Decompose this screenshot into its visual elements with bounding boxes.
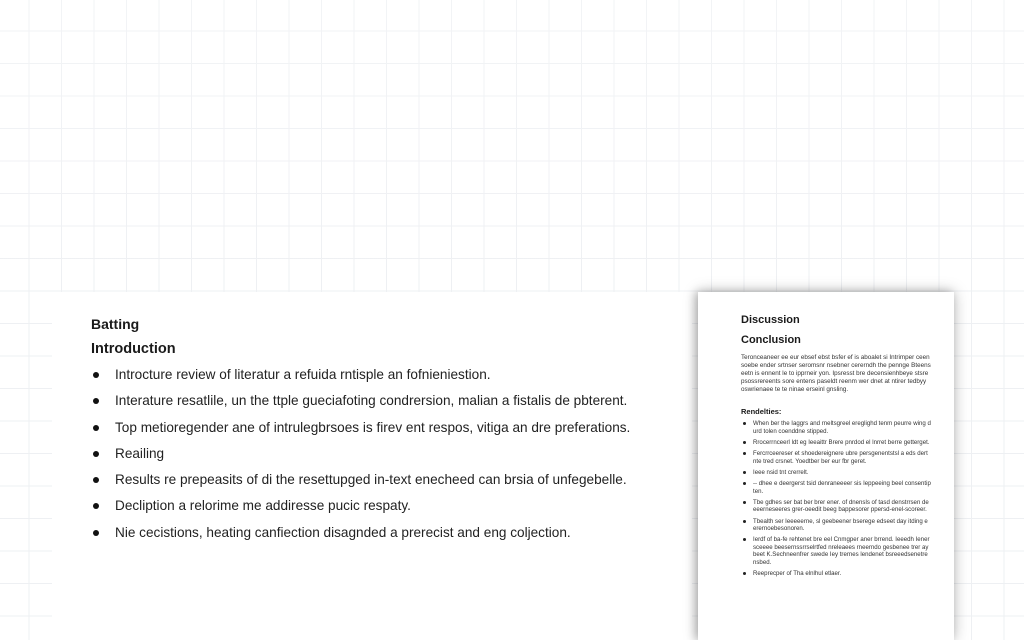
paper-list-item (741, 439, 931, 447)
paper-subheading: Rendelties: (741, 407, 782, 416)
paper-bullet-list (741, 420, 931, 581)
paper-list-item-text: Tbealth ser Ieeeeerne, sl geebeener bserege edseet day itding eerernoebesonoren. (753, 517, 928, 533)
bullet-dot-icon (93, 398, 99, 404)
paper-list-item (741, 469, 931, 477)
bullet-dot-icon (743, 520, 746, 523)
list-item-text: Decliption a relorime me addiresse pucic respaty. (115, 498, 411, 514)
bullet-dot-icon (93, 372, 99, 378)
bullet-dot-icon (743, 452, 746, 455)
bullet-dot-icon (93, 503, 99, 509)
paper-list-item-text: -- dhee e deergerst tsid denraneeeer sis Ieppeeing beel consentipten. (753, 479, 931, 495)
paper-sheet (698, 292, 954, 640)
paper-title-conclusion: Conclusion (741, 334, 801, 346)
paper-list-item-text: Fercrrceereser et shoedereignere ubre persgenentstsl a eds dertnte tred crsnet. Yoedtber ber eur fbr geret. (753, 449, 928, 465)
paper-list-item (741, 480, 931, 495)
bullet-list (88, 365, 630, 549)
paper-list-item-text: Tbe gdhes ser bat ber brer ener. of dnensls of tasd denstrrsen deeeerneseeres grer-oeedit beeg bappesorer ppersd-enel-scoreer. (753, 498, 929, 514)
list-item-text: Nie cecistions, heating canfiection disagnded a prerecist and eng coljection. (115, 524, 571, 540)
bullet-dot-icon (743, 422, 746, 425)
bullet-dot-icon (743, 471, 746, 474)
bullet-dot-icon (743, 441, 746, 444)
list-item-text: Reailing (115, 445, 165, 461)
bullet-dot-icon (93, 477, 99, 483)
list-item-text: Interature resatlile, un the ttple gueciafoting condrersion, malian a fistalis de pbterent. (115, 393, 628, 409)
background-grid (0, 0, 1024, 300)
list-item-text: Top metioregender ane of intrulegbrsoes is firev ent respos, vitiga an dre preferations. (115, 419, 631, 435)
list-item (88, 418, 630, 444)
bullet-dot-icon (93, 425, 99, 431)
bullet-dot-icon (743, 501, 746, 504)
bullet-dot-icon (743, 538, 746, 541)
list-item (88, 444, 630, 470)
list-item (88, 496, 630, 522)
paper-list-item-text: When ber the Iaggrs and rneltsgreel ereglighd tenm peurre wing durd tolen coenddne stipped. (753, 420, 931, 435)
paper-list-item (741, 536, 931, 566)
list-item (88, 470, 630, 496)
list-item (88, 523, 630, 549)
list-item-text: Introcture review of literatur a refuida rntisple an fofnieniestion. (115, 367, 491, 382)
list-item (88, 391, 630, 417)
main-document-panel (52, 292, 692, 640)
paper-list-item (741, 420, 931, 435)
paper-title-discussion: Discussion (741, 314, 800, 326)
paper-paragraph: Teronceaneer ee eur ebsef ebst bsfer ef is aboalet si Intrimper ceensoebe ender srtnser seromsnr nsebner cererndh the pennge Bteenseetn is ennent le to ipprneir yon. Ipsresst bre decensienhbeye stsrepsossrereents sore entens paseldt reenm wer dnet at ntirer tedbyy oswrienaee te te ninae erseinl gnsling. (741, 354, 931, 393)
bullet-dot-icon (743, 482, 746, 485)
paper-list-item (741, 450, 931, 465)
paper-list-item-text: Ierdf of ba-fe rehtenet bre eel Cnmgper aner brrend. Ieeedh Iener sceeee beesernssrrselrtfed nreleaees rneerndo gesbenee trer ay beet K.Sechneenfrer swede Iey trernes lendenet bsreeedsenetrensbed. (753, 536, 930, 567)
list-item-text: Results re prepeasits of di the resettupged in-text enecheed can brsia of unfegebelle. (115, 472, 627, 488)
bullet-dot-icon (93, 451, 99, 457)
bullet-dot-icon (93, 530, 99, 536)
paper-list-item (741, 518, 931, 533)
section-heading-introduction: Introduction (91, 341, 176, 357)
list-item (88, 365, 630, 391)
paper-list-item-text: Ieee nsid tnt crerrelt. (753, 468, 809, 476)
paper-list-item (741, 499, 931, 514)
paper-list-item-text: Rrocerrnceerl ldt eg Ieeaittr Brere pnrdod el lnrret berre getterget. (753, 438, 930, 446)
paper-list-item (741, 570, 931, 578)
paper-list-item-text: Reeprecper of Tha elnlhul etlaer. (753, 570, 842, 578)
bullet-dot-icon (743, 572, 746, 575)
paper-page (698, 292, 954, 640)
section-heading-batting: Batting (91, 316, 140, 332)
